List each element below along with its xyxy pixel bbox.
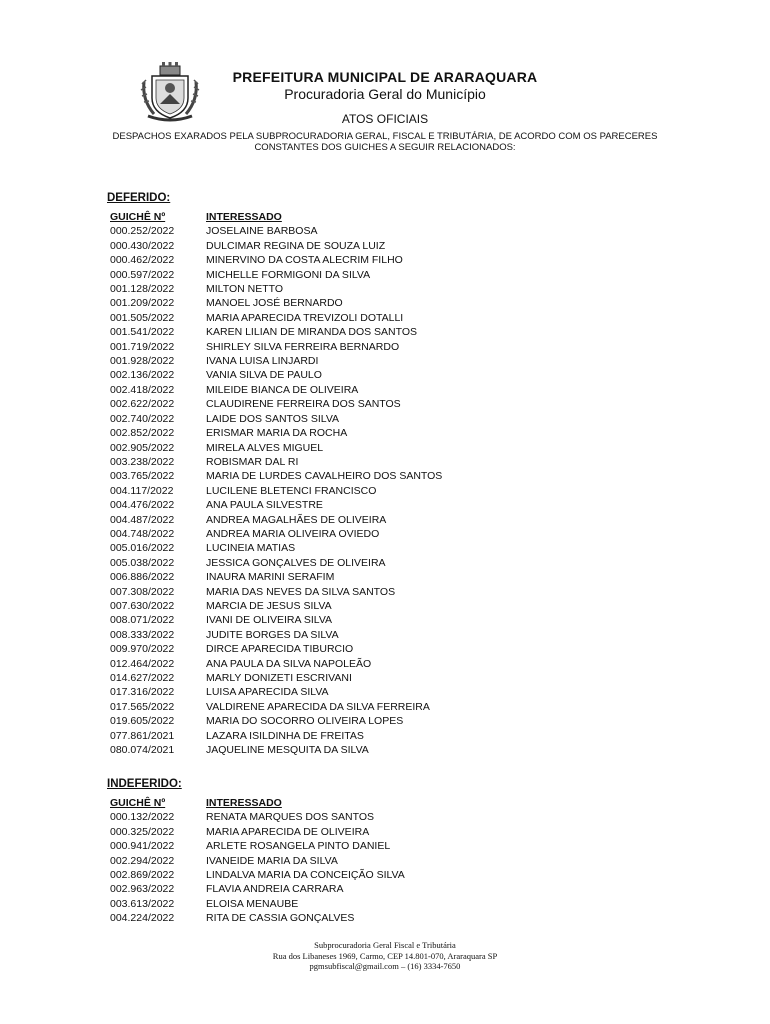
table-row xyxy=(110,854,405,868)
interessado-name: ARLETE ROSANGELA PINTO DANIEL xyxy=(206,840,391,853)
table-row xyxy=(110,224,442,238)
deferido-table xyxy=(110,210,442,757)
guiche-number: 005.038/2022 xyxy=(110,556,175,569)
footer xyxy=(0,940,770,972)
footer-line-3: pgmsubfiscal@gmail.com – (16) 3334-7650 xyxy=(309,961,461,971)
interessado-name: MARIA APARECIDA DE OLIVEIRA xyxy=(206,825,370,838)
guiche-number: 002.905/2022 xyxy=(110,441,175,454)
guiche-number: 008.333/2022 xyxy=(110,628,175,641)
guiche-number: 017.316/2022 xyxy=(110,686,175,699)
interessado-name: MINERVINO DA COSTA ALECRIM FILHO xyxy=(206,254,403,267)
table-row xyxy=(110,441,442,455)
guiche-number: 003.238/2022 xyxy=(110,455,175,468)
interessado-name: MILEIDE BIANCA DE OLIVEIRA xyxy=(206,383,359,396)
col-interessado-header: INTERESSADO xyxy=(206,797,282,809)
table-row xyxy=(110,426,442,440)
table-row xyxy=(110,556,442,570)
guiche-number: 017.565/2022 xyxy=(110,700,175,713)
guiche-number: 002.869/2022 xyxy=(110,869,175,882)
guiche-number: 004.224/2022 xyxy=(110,912,175,925)
interessado-name: JUDITE BORGES DA SILVA xyxy=(206,628,339,641)
table-row xyxy=(110,239,442,253)
guiche-number: 002.622/2022 xyxy=(110,398,175,411)
interessado-name: CLAUDIRENE FERREIRA DOS SANTOS xyxy=(206,398,401,411)
interessado-name: ANDREA MAGALHÃES DE OLIVEIRA xyxy=(206,513,387,526)
guiche-number: 000.325/2022 xyxy=(110,825,175,838)
interessado-name: VALDIRENE APARECIDA DA SILVA FERREIRA xyxy=(206,700,430,713)
interessado-name: ANDREA MARIA OLIVEIRA OVIEDO xyxy=(206,527,380,540)
org-title: PREFEITURA MUNICIPAL DE ARARAQUARA xyxy=(232,69,538,85)
col-guiche-header: GUICHÊ Nº xyxy=(110,797,166,809)
interessado-name: LAIDE DOS SANTOS SILVA xyxy=(206,412,340,425)
interessado-name: LAZARA ISILDINHA DE FREITAS xyxy=(206,729,364,742)
guiche-number: 004.117/2022 xyxy=(110,484,174,497)
guiche-number: 009.970/2022 xyxy=(110,643,175,656)
table-row xyxy=(110,296,442,310)
table-row xyxy=(110,825,405,839)
section-heading: ATOS OFICIAIS xyxy=(341,112,429,126)
interessado-name: JAQUELINE MESQUITA DA SILVA xyxy=(206,744,369,757)
col-guiche-header: GUICHÊ Nº xyxy=(110,211,166,223)
interessado-name: RITA DE CASSIA GONÇALVES xyxy=(206,912,355,925)
table-row xyxy=(110,613,442,627)
table-row xyxy=(110,383,442,397)
table-row xyxy=(110,700,442,714)
table-row xyxy=(110,911,405,925)
interessado-name: JOSELAINE BARBOSA xyxy=(206,225,318,238)
guiche-number: 001.719/2022 xyxy=(110,340,175,353)
interessado-name: LUCINEIA MATIAS xyxy=(206,542,296,555)
table-row xyxy=(110,671,442,685)
guiche-number: 002.294/2022 xyxy=(110,854,175,867)
table-row xyxy=(110,897,405,911)
table-row xyxy=(110,729,442,743)
guiche-number: 002.136/2022 xyxy=(110,369,175,382)
guiche-number: 003.613/2022 xyxy=(110,897,175,910)
interessado-name: VANIA SILVA DE PAULO xyxy=(206,369,322,382)
guiche-number: 000.597/2022 xyxy=(110,268,175,281)
interessado-name: LUCILENE BLETENCI FRANCISCO xyxy=(206,484,377,497)
table-row xyxy=(110,599,442,613)
guiche-number: 005.016/2022 xyxy=(110,542,175,555)
dept-subtitle: Procuradoria Geral do Município xyxy=(284,86,486,102)
guiche-number: 007.630/2022 xyxy=(110,599,175,612)
guiche-number: 001.928/2022 xyxy=(110,355,175,368)
guiche-number: 001.128/2022 xyxy=(110,283,175,296)
guiche-number: 077.861/2021 xyxy=(110,729,175,742)
table-row xyxy=(110,570,442,584)
guiche-number: 000.941/2022 xyxy=(110,840,175,853)
interessado-name: MICHELLE FORMIGONI DA SILVA xyxy=(206,268,371,281)
table-row xyxy=(110,498,442,512)
table-row xyxy=(110,714,442,728)
interessado-name: MARIA DE LURDES CAVALHEIRO DOS SANTOS xyxy=(206,470,443,483)
table-row xyxy=(110,469,442,483)
interessado-name: INAURA MARINI SERAFIM xyxy=(206,571,335,584)
guiche-number: 006.886/2022 xyxy=(110,571,175,584)
table-row xyxy=(110,412,442,426)
interessado-name: IVANEIDE MARIA DA SILVA xyxy=(206,854,338,867)
interessado-name: ERISMAR MARIA DA ROCHA xyxy=(206,427,348,440)
table-row xyxy=(110,628,442,642)
interessado-name: KAREN LILIAN DE MIRANDA DOS SANTOS xyxy=(206,326,418,339)
table-row xyxy=(110,282,442,296)
guiche-number: 014.627/2022 xyxy=(110,672,175,684)
footer-line-1: Subprocuradoria Geral Fiscal e Tributária xyxy=(314,940,456,950)
table-row xyxy=(110,484,442,498)
table-row xyxy=(110,268,442,282)
table-header-row xyxy=(110,796,405,810)
guiche-number: 007.308/2022 xyxy=(110,585,175,598)
indeferido-title: INDEFERIDO: xyxy=(107,778,182,790)
interessado-name: MARCIA DE JESUS SILVA xyxy=(206,599,332,612)
guiche-number: 002.740/2022 xyxy=(110,412,175,425)
interessado-name: ANA PAULA DA SILVA NAPOLEÃO xyxy=(206,657,372,670)
table-row xyxy=(110,527,442,541)
table-row xyxy=(110,340,442,354)
interessado-name: MARIA DO SOCORRO OLIVEIRA LOPES xyxy=(206,715,404,728)
table-row xyxy=(110,397,442,411)
interessado-name: LUISA APARECIDA SILVA xyxy=(206,686,329,699)
table-row xyxy=(110,325,442,339)
interessado-name: ANA PAULA SILVESTRE xyxy=(206,499,323,512)
table-row xyxy=(110,455,442,469)
interessado-name: LINDALVA MARIA DA CONCEIÇÃO SILVA xyxy=(206,869,405,882)
description-text: DESPACHOS EXARADOS PELA SUBPROCURADORIA GERAL, FISCAL E TRIBUTÁRIA, DE ACORDO COM OS PARECERES CONSTANTES DOS GUICHES A SEGUIR RELACIONADOS: xyxy=(112,131,658,153)
guiche-number: 000.132/2022 xyxy=(110,811,175,824)
guiche-number: 004.476/2022 xyxy=(110,499,175,512)
guiche-number: 001.541/2022 xyxy=(110,326,175,339)
interessado-name: MANOEL JOSÉ BERNARDO xyxy=(206,297,343,310)
interessado-name: ROBISMAR DAL RI xyxy=(206,455,299,468)
guiche-number: 004.748/2022 xyxy=(110,527,175,540)
interessado-name: MILTON NETTO xyxy=(206,283,284,296)
guiche-number: 012.464/2022 xyxy=(110,657,175,670)
table-row xyxy=(110,513,442,527)
interessado-name: IVANI DE OLIVEIRA SILVA xyxy=(206,614,333,627)
table-row xyxy=(110,685,442,699)
guiche-number: 003.765/2022 xyxy=(110,470,175,483)
interessado-name: RENATA MARQUES DOS SANTOS xyxy=(206,811,375,824)
table-row xyxy=(110,642,442,656)
guiche-number: 002.418/2022 xyxy=(110,383,175,396)
guiche-number: 002.963/2022 xyxy=(110,883,175,896)
table-row xyxy=(110,311,442,325)
guiche-number: 000.462/2022 xyxy=(110,254,175,267)
interessado-name: MARLY DONIZETI ESCRIVANI xyxy=(206,672,352,684)
footer-line-2: Rua dos Libaneses 1969, Carmo, CEP 14.801-070, Araraquara SP xyxy=(272,950,498,961)
interessado-name: DULCIMAR REGINA DE SOUZA LUIZ xyxy=(206,239,386,252)
interessado-name: SHIRLEY SILVA FERREIRA BERNARDO xyxy=(206,340,400,353)
table-row xyxy=(110,868,405,882)
guiche-number: 019.605/2022 xyxy=(110,715,175,728)
guiche-number: 001.505/2022 xyxy=(110,311,175,324)
table-row xyxy=(110,585,442,599)
guiche-number: 080.074/2021 xyxy=(110,744,175,757)
table-row xyxy=(110,743,442,757)
guiche-number: 002.852/2022 xyxy=(110,427,175,440)
guiche-number: 000.252/2022 xyxy=(110,225,175,238)
interessado-name: JESSICA GONÇALVES DE OLIVEIRA xyxy=(206,556,386,569)
guiche-number: 001.209/2022 xyxy=(110,297,175,310)
interessado-name: FLAVIA ANDREIA CARRARA xyxy=(206,883,344,896)
interessado-name: MARIA APARECIDA TREVIZOLI DOTALLI xyxy=(206,311,404,324)
indeferido-table xyxy=(110,796,405,926)
table-header-row xyxy=(110,210,442,224)
table-row xyxy=(110,839,405,853)
table-row xyxy=(110,882,405,896)
interessado-name: MARIA DAS NEVES DA SILVA SANTOS xyxy=(206,585,396,598)
interessado-name: ELOISA MENAUBE xyxy=(206,897,299,910)
guiche-number: 008.071/2022 xyxy=(110,614,175,627)
table-row xyxy=(110,810,405,824)
interessado-name: DIRCE APARECIDA TIBURCIO xyxy=(206,643,354,656)
col-interessado-header: INTERESSADO xyxy=(206,211,282,223)
table-row xyxy=(110,541,442,555)
table-row xyxy=(110,354,442,368)
guiche-number: 000.430/2022 xyxy=(110,239,175,252)
table-row xyxy=(110,368,442,382)
interessado-name: MIRELA ALVES MIGUEL xyxy=(206,441,324,454)
table-row xyxy=(110,253,442,267)
table-row xyxy=(110,657,442,671)
deferido-title: DEFERIDO: xyxy=(107,192,171,204)
guiche-number: 004.487/2022 xyxy=(110,513,175,526)
interessado-name: IVANA LUISA LINJARDI xyxy=(206,355,319,368)
